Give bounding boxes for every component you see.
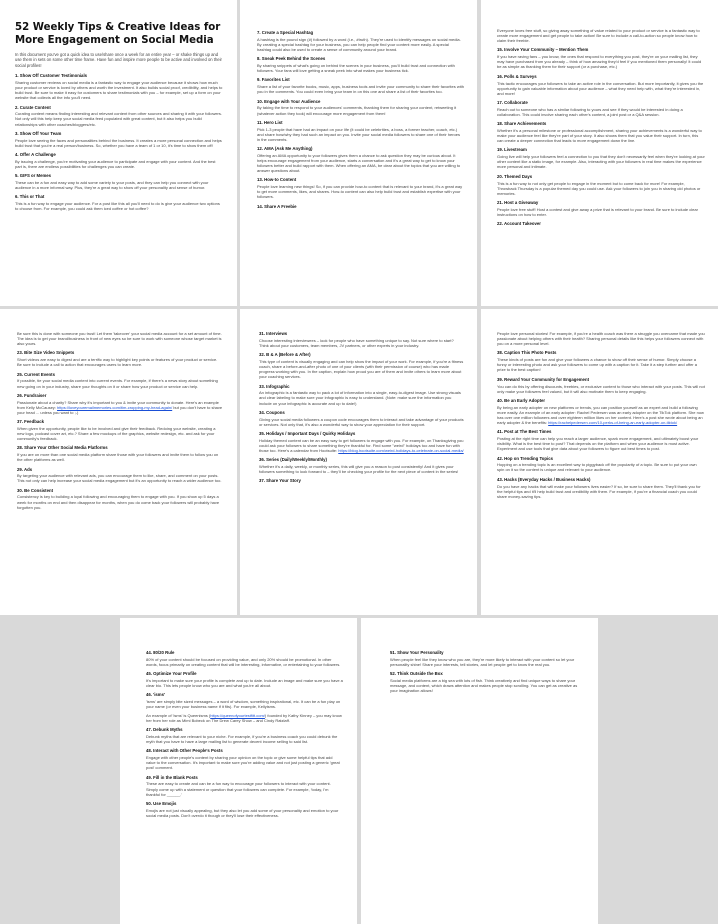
tip-body xyxy=(257,184,464,199)
tip-body xyxy=(17,331,223,346)
tip-section xyxy=(497,350,705,372)
tip-heading: 44. 80/20 Rule xyxy=(146,650,175,655)
tip-body-text: Holiday themed content can be an easy way to get followers to engage with you. For example, on Thanksgiving you could ask your followers to share something they're thankful for. Find some "weird" holidays too and have fun with those too. Here's a calendar from Hootsuite: xyxy=(259,437,464,453)
tip-body-text: By sharing snippets of what's going on behind the scenes in your business, you'll build trust and connection with followers. Your fans will love getting a sneak peek into what makes your business tick. xyxy=(257,63,455,74)
page-6-sections xyxy=(497,331,705,499)
tip-body-text: Choose interesting interviewees – look for people who have something unique to say. Not sure where to start? Think about your customers, team members, JV partners, or other experts in your industry. xyxy=(259,337,454,348)
tip-section xyxy=(497,200,705,217)
tip-section xyxy=(17,467,223,484)
tip-section xyxy=(497,377,705,394)
tip-section xyxy=(497,477,705,499)
tip-body xyxy=(257,127,464,142)
tip-body xyxy=(146,699,343,709)
tip-heading: 10. Engage with Your Audience xyxy=(257,98,321,104)
tip-body-text: Hopping on a trending topic is an excellent way to piggyback off the popularity of a topic. Be sure to put your own spin on it so the content is unique and relevant to your audience. xyxy=(497,462,697,473)
page-3 xyxy=(481,0,718,306)
tip-body xyxy=(390,657,584,667)
tip-heading: 3. Show Off Your Team xyxy=(15,130,62,136)
tip-heading: 38. Caption This Photo Posts xyxy=(497,350,557,356)
tip-section xyxy=(259,431,464,453)
tip-body-text: Share a list of your favorite books, music, apps, business tools and invite your community to share their favorites with you in the comments. You could even bring your team in on this one and share a list of their favorites too. xyxy=(257,84,464,95)
tip-body xyxy=(17,378,223,388)
tip-body xyxy=(17,426,223,441)
tip-section xyxy=(17,419,223,441)
tip-body xyxy=(17,452,223,462)
tip-link[interactable]: https://queenofyourtestfitt.com/ xyxy=(210,712,265,718)
tip-section xyxy=(259,457,464,474)
tip-link[interactable]: https://blog.hootsuite.com/weird-holidays-to-celebrate-on-social-media/ xyxy=(338,447,464,453)
tip-body-text: People love free stuff! Host a contest and give away a prize that is relevant to your brand. Be sure to include clear instructions on how to enter. xyxy=(497,206,698,217)
tip-body xyxy=(146,734,343,744)
tip-heading: 17. Collaborate xyxy=(497,100,528,105)
tip-body xyxy=(15,80,223,100)
document-title: 52 Weekly Tips & Creative Ideas for More Engagement on Social Media xyxy=(15,22,221,46)
tip-heading: 13. How-to Content xyxy=(257,177,297,183)
tip-body-text: When given the opportunity, people like to be involved and give their feedback. Redoing your website, creating a new logo, podcast cover art, etc.? Share a few mockups of the graphics, website redesign, etc. and ask for your community's feedback. xyxy=(17,425,216,442)
tip-heading: 21. Host a Giveaway xyxy=(497,199,539,205)
tip-body-text: Debunk myths that are relevant to your niche. For example, if you're a business coach you could debunk the myth that you have to have a large mailing list to generate decent income selling to said list. xyxy=(146,734,338,745)
tip-heading: 52. Think Outside the Box xyxy=(390,671,443,677)
tip-section xyxy=(497,147,705,169)
tip-section xyxy=(257,146,464,173)
tip-link[interactable]: https://rachelpedersen.com/10-perks-of-being-an-early-adopter-on-tiktok/ xyxy=(548,419,678,425)
tip-section xyxy=(390,650,584,667)
tip-heading: 43. Hacks (Everyday Hacks / Business Hacks) xyxy=(497,476,591,482)
tip-section xyxy=(146,748,343,770)
tip-body-text: This type of content is visually engaging and can help show the impact of your work. For example, if you're a fitness coach, share a before-and-after photo of one of your clients (with their permission of course) who has made progress working with you. In the caption, explain how proud you are of them and invite others to learn more about your coaching services. xyxy=(259,358,464,380)
page-6 xyxy=(481,309,718,615)
tip-body-text: A hashtag is the pound sign (#) followed by a word (i.e., #truth). They're used to identify messages on social media. By creating a special hashtag for your business, you can help people find your content more easily. A special hashtag could also be used to create a sense of community around your brand. xyxy=(257,36,461,52)
tip-heading: 18. Share Achievements xyxy=(497,121,547,127)
tip-body-text: It's important to make sure your profile is complete and up to date. Include an image and make sure you have a clear bio. This lets people know who you are and what you're all about. xyxy=(146,677,343,689)
tip-heading: 46. 'isms' xyxy=(146,692,166,698)
tip-body xyxy=(15,111,223,126)
tip-body xyxy=(497,181,705,196)
tip-body-text: Curating content means finding interesting and relevant content from other sources and sharing it with your followers. Not only will this help keep your social media feed populated with great content, but it also helps you build relationships with other coaches/bloggers/etc. xyxy=(15,111,222,127)
tip-section xyxy=(497,429,705,451)
tip-body-text: This tactic encourages your followers to take an active role in the conversation. But more importantly, it gives you the opportunity to gain valuable information about your audience – what they need help with, what they're interested in, and more! xyxy=(497,80,704,96)
tip-heading: 19. Livestream xyxy=(497,147,527,153)
tip-heading: 32. B & A (Before & After) xyxy=(259,352,311,358)
tip-body-text: If you have raving fans – you know, the ones that respond to everything you post, they're on your mailing list, they may have purchased from you already – think of how amazing they'd feel if you mentioned them personally! It could be as simple as thanking them for their support (or a purchase, etc.) xyxy=(497,54,702,70)
tip-body-after: but you don't have to shave your head ... unless you want to ;-) xyxy=(17,404,223,415)
tip-body xyxy=(259,338,464,348)
tip-body-text: People love learning new things! So, if you can provide how-to content that is relevant to your brand, it's a great way to get more comments, likes, and shares. How-to content can also help build trust and establish expertise with your followers. xyxy=(257,184,463,200)
tip-body-text: An infographic is a fantastic way to pack a lot of information into a single, easy-to-digest image. Use strong visuals and clear labeling to make sure your infographic is easy to understand. (Note: make sure the information you include on your infographic is accurate and up to date!) xyxy=(259,390,461,406)
tip-heading: 14. Share A Freebie xyxy=(257,203,297,209)
tip-heading: 45. Optimize Your Profile xyxy=(146,671,197,677)
tip-heading: 28. Share Your Other Social Media Platforms xyxy=(17,445,108,451)
tip-body-text: This is a fun way to not only get people to engage in the moment but to come back for more! For example, Throwback Thursday is a popular themed day you could use. Ask your followers to join you in sharing old photos or memories. xyxy=(497,180,701,196)
tip-body-text: By taking the time to respond to your audiences' comments, thanking them for sharing your content, retweeting it (whatever action they took) will encourage more engagement from them! xyxy=(257,105,457,116)
tip-body xyxy=(146,657,343,667)
page-7 xyxy=(120,618,357,924)
tip-section xyxy=(17,488,223,510)
tip-heading: 11. Hero List xyxy=(257,119,283,125)
tip-body-text: Giving your social media followers a coupon code encourages them to interact and take advantage of your products or services. Not only that, it's also a wonderful way to show your appreciation for their support. xyxy=(259,416,464,427)
tip-heading: 25. Current Events xyxy=(17,371,55,377)
tip-heading: 51. Show Your Personality xyxy=(390,650,444,655)
tip-body-text: Emojis are not just visually appealing, but they also let you add some of your personality and emotion to your social media posts. Don't overdo it though or they'll lose their effectiveness. xyxy=(146,807,339,818)
tip-body xyxy=(257,153,464,173)
tip-body xyxy=(146,755,343,770)
tip-heading: 16. Polls & Surveys xyxy=(497,73,537,79)
tip-body-text: 80% of your content should be focused on providing value, and only 20% should be promotional. In other words, focus primarily on creating content that will be interesting, informative, or entertaining to your followers. xyxy=(146,656,341,667)
tip-heading: 39. Reward Your Community for Engagement xyxy=(497,376,590,382)
page-2-sections xyxy=(257,30,464,209)
tip-section xyxy=(15,131,223,148)
page-5 xyxy=(240,309,477,615)
tip-body-text: Engage with other people's content by sharing your opinion on the topic or give some helpful tips that add value to the conversation. It's important to make sure you're adding value and not just posting a generic 'great post' comment. xyxy=(146,755,340,771)
tip-section xyxy=(15,173,223,190)
tip-heading: 22. Account Takeover xyxy=(497,221,541,227)
page-8-sections xyxy=(390,650,584,693)
tip-section xyxy=(259,352,464,379)
tip-body xyxy=(259,359,464,379)
tip-section xyxy=(17,372,223,389)
tip-body xyxy=(15,159,223,169)
tip-section xyxy=(390,671,584,693)
tip-section xyxy=(15,73,223,100)
tip-body-text: 'isms' are simply bite sized messages – a word of wisdom, something inspirational, etc. It can be a fun play on your name (or even your business name if it fits). For example, Kellyisms. xyxy=(146,699,341,710)
tip-body xyxy=(259,438,464,453)
tip-heading: 47. Debunk Myths xyxy=(146,727,183,733)
page-5-sections xyxy=(259,331,464,484)
tip-body xyxy=(497,462,705,472)
tip-heading: 35. Holidays / Important Days / Quirky Holidays xyxy=(259,430,356,436)
tip-body-text: By being an early adopter on new platforms or trends, you can position yourself as an expert and build a following more easily. An example of an early adopter: Rachel Pedersen was an early adopter on the TikTok platform. She now has over one million followers and over eighteen million likes on her content. Here's a post she wrote about being an early adopter & the benefits: xyxy=(497,404,704,425)
tip-heading: 1. Show Off Customer Testimonials xyxy=(15,73,88,79)
tip-body-text: If you are on more than one social media platform share those with your followers and invite them to follow you on the other platforms as well. xyxy=(17,452,219,463)
tip-body-text: Whether it's a daily, weekly, or monthly series, this will give you a reason to post consistently! And it gives your followers something to look forward to – they'll be checking your profile for the next piece of content in the series! xyxy=(259,464,459,475)
tip-section xyxy=(146,727,343,744)
tip-body xyxy=(259,464,464,474)
tip-body-text: This is a fun way to engage your audience. For a post like this all you'll need to do is give your audience two options to choose from. For example, you could ask them iced coffee or hot coffee? xyxy=(15,201,220,212)
tip-body xyxy=(497,331,705,346)
tip-heading: 23. Bite Size Video Snippets xyxy=(17,350,75,356)
tip-section xyxy=(17,331,223,346)
tip-body-text: People love seeing the faces and personalities behind the business. It creates a more personal connection and helps build trust that you're a real person/business. So, whether you have a team of 1 or 10, it's time to show them off! xyxy=(15,137,222,148)
tip-body xyxy=(259,417,464,427)
tip-section xyxy=(497,100,705,117)
tip-body-text: Passionate about a charity? Share why it's important to you & invite your community to donate. Here's an example from Kelly McCausey: xyxy=(17,399,219,410)
tip-section xyxy=(259,478,464,483)
page-3-sections xyxy=(497,28,705,226)
tip-body-text: Offering an AMA opportunity to your followers gives them a chance to ask question they may be curious about. It helps encourage engagement from your audience, starts a conversation and it's a great way to get to know your followers better and build rapport with them. When offering an AMA, be clear about the topics that you are willing to answer questions about. xyxy=(257,152,461,174)
tip-section xyxy=(146,671,343,688)
tip-heading: 37. Feedback xyxy=(17,419,44,425)
tip-body xyxy=(257,37,464,52)
tip-body xyxy=(497,436,705,451)
tip-body xyxy=(390,678,584,693)
tip-section xyxy=(257,30,464,52)
tip-heading: 8. Sneak Peek Behind the Scenes xyxy=(257,56,326,62)
tip-section xyxy=(497,74,705,96)
tip-body xyxy=(15,201,223,211)
tip-body-text: Posting at the right time can help you reach a larger audience, spark more engagement, and ultimately boost your visibility. What is the best time to post? That depends on the platform and when your audience is most active. Experiment and use tools that give data about your followers to figure out best times to post. xyxy=(497,436,699,452)
tip-heading: 15. Involve Your Community – Mention Them xyxy=(497,47,589,53)
tip-section xyxy=(17,445,223,462)
tip-body-text: Consistency is key to building a loyal following and encouraging them to engage with you. If you show up 5 days a week for months on end and then disappear for months, when you do come back your followers will probably have forgotten you. xyxy=(17,494,220,510)
tip-body xyxy=(257,63,464,73)
tip-heading: 34. Coupons xyxy=(259,409,285,415)
tip-heading: 29. Ads xyxy=(17,466,33,472)
page-8 xyxy=(361,618,598,924)
tip-heading: 31. Interviews xyxy=(259,331,288,336)
tip-heading: 6. This or That xyxy=(15,194,45,200)
tip-heading: 42. Hop on Trending Topics xyxy=(497,455,554,461)
tip-body xyxy=(17,494,223,509)
tip-heading: 20. Themed Days xyxy=(497,173,533,179)
tip-heading: 48. Interact with Other People's Posts xyxy=(146,748,223,754)
tip-body xyxy=(146,808,343,818)
tip-body-text: Do you have any hacks that will make your followers lives easier? If so, be sure to share them. They'll thank you for the helpful tips and it'll help build trust and credibility with them. For example, if you're a financial coach you could share money-saving tips. xyxy=(497,483,701,499)
tip-heading: 40. Be an Early Adopter xyxy=(497,397,546,403)
tip-heading: 7. Create a Special Hashtag xyxy=(257,30,314,35)
tip-heading: 26. Fundraiser xyxy=(17,392,47,398)
tip-section xyxy=(497,174,705,196)
tip-body-text: These kinds of posts are fun and give your followers a chance to show off their sense of humor. Simply choose a funny or interesting photo and ask your followers to come up with a caption for it. Take it a step further and offer a prize to the best caption! xyxy=(497,357,697,373)
tip-section xyxy=(259,331,464,348)
tip-heading: 41. Post at The Best Times xyxy=(497,429,552,435)
tip-section xyxy=(497,121,705,143)
tip-body xyxy=(17,400,223,415)
tip-body-text: Whether it's a personal milestone or professional accomplishment, sharing your achievements is a wonderful way to make your audience feel like they're part of your story. It also shows them that you value their support. In turn, this can create a deeper connection that leads to more engagement down the line. xyxy=(497,127,702,144)
tip-body-text: Short videos are easy to digest and are a terrific way to highlight key points or features of your product or service. Be sure to include a call to action that encourages users to learn more. xyxy=(17,357,218,368)
tip-body xyxy=(497,484,705,499)
tip-section xyxy=(146,801,343,818)
tip-section xyxy=(15,194,223,211)
tip-heading: 49. Fill in the Blank Posts xyxy=(146,774,198,780)
tip-body-text: These are easy to create and can be a fun way to encourage your followers to interact with your content. Simply come up with a statement or question that your followers can complete. For example, 'today, I'm thankful for ______.' xyxy=(146,781,331,797)
tip-section xyxy=(497,47,705,69)
tip-body-text: Social media platforms are a big sea with lots of fish. Think creatively and find unique ways to share your message, and content, which draws attention and makes people stop scrolling. You can get as creative as your imagination allows! xyxy=(390,677,578,694)
tip-section xyxy=(146,650,343,667)
tip-body xyxy=(17,357,223,367)
tip-body xyxy=(497,54,705,69)
tip-heading: 33. Infographic xyxy=(259,383,290,389)
tip-body xyxy=(146,781,343,796)
tip-body xyxy=(497,207,705,217)
tip-body-text: You can do this by offering discounts, freebies, or exclusive content to those who interact with your posts. This will not only make your followers feel valued, but it will also motivate them to keep engaging. xyxy=(497,383,705,394)
tip-body xyxy=(15,180,223,190)
tip-body-text: Everyone loves free stuff, so giving away something of value related to your product or service is a fantastic way to create more engagement and get people to take action! Be sure to include a call-to-action so people know how to claim their freebie. xyxy=(497,28,700,44)
tip-section xyxy=(497,221,705,226)
tip-body-text: By targeting your audience with relevant ads, you can encourage them to like, share, and comment on your posts. This not only can help increase your social media engagement but it's an opportunity to reach a wider audience too. xyxy=(17,473,222,484)
page-4 xyxy=(0,309,237,615)
tip-body-text: By issuing a challenge, you're motivating your audience to participate and engage with your content. And the best part is, there are endless possibilities for challenges you can create. xyxy=(15,158,216,169)
tip-section xyxy=(17,350,223,367)
tip-heading: 50. Use Emojis xyxy=(146,800,177,806)
tip-body xyxy=(497,384,705,394)
tip-heading: 9. Favorites List xyxy=(257,77,290,83)
tip-heading: 5. GIFS or Memes xyxy=(15,173,52,179)
tip-body xyxy=(497,107,705,117)
tip-body-after: ) founded by Kathy Kinney – you may know her from her role as Mimi Bobeck on The Drew Carey Show – and Cindy Ratzlaff. xyxy=(146,712,342,723)
tip-section xyxy=(257,56,464,73)
tip-body xyxy=(497,28,705,43)
tip-section xyxy=(257,204,464,209)
tip-body xyxy=(497,357,705,372)
page-2 xyxy=(240,0,477,306)
tip-body-text: Pick 1-3 people that have had an impact on your life (it could be celebrities, a boss, a former teacher, coach, etc.) and share how/why they had such an impact on you. Invite your social media followers to share one of their heroes in the comments. xyxy=(257,126,461,142)
tip-section xyxy=(17,393,223,415)
tip-body-text: People love personal stories! For example, if you're a health coach was there a struggle you overcame that made you passionate about helping others with their health? Sharing personal details like this helps your followers connect with you on a more personal level. xyxy=(497,331,705,347)
tip-heading: 36. Series (Daily/Weekly/Monthly) xyxy=(259,457,327,463)
tip-body-text: Sharing customer reviews on social media is a fantastic way to engage your audience because it shows how much your product or service is loved by others and worth the investment. It also builds social proof, credibility, and helps to build trust. Be sure to make it easy for customers to share testimonials with you – for example, set up a form on your website that collects all the info you'll need. xyxy=(15,80,223,101)
tip-section xyxy=(15,105,223,127)
tip-body xyxy=(497,81,705,96)
tip-heading: 12. AMA (Ask Me Anything) xyxy=(257,146,313,152)
tip-heading: 37. Share Your Story xyxy=(259,478,301,484)
tip-section xyxy=(15,152,223,169)
tip-body-text: Reach out to someone who has a similar following to yours and see if they would be interested in doing a collaboration. This could involve sharing each other's content, a joint post or a Q&A session. xyxy=(497,106,683,117)
tip-section xyxy=(259,384,464,406)
tip-link[interactable]: https://loveyouremailmemories.com/tim-cropping-my-head-again/ xyxy=(57,404,173,410)
tip-body-extra xyxy=(146,713,343,723)
tip-body xyxy=(146,678,343,688)
page-1-sections xyxy=(15,73,223,211)
tip-body-text: When people feel like they know who you are, they're more likely to interact with your content so let your personality shine! Share your interests, tell stories, and let people get to know the real you. xyxy=(390,656,575,667)
tip-section xyxy=(146,775,343,797)
tip-body-text: Going live will help your followers feel a connection to you that they don't necessarily feel when they're looking at your other content like a static image, for example. Also, interacting with your followers in real time makes the experience more personal and intimate. xyxy=(497,154,705,170)
tip-section xyxy=(497,456,705,473)
tip-section xyxy=(257,177,464,199)
tip-body xyxy=(497,128,705,143)
tip-section xyxy=(259,410,464,427)
tip-section xyxy=(497,398,705,425)
tip-body xyxy=(497,405,705,425)
tip-body xyxy=(259,390,464,405)
page-7-sections xyxy=(146,650,343,818)
tip-body-text: Be sure this is done with someone you trust! Let them 'takeover' your social media account for a set amount of time. The idea is to get your brand/business in front of new eyes so be sure to work with someone whose target market is also yours. xyxy=(17,331,222,347)
page-4-sections xyxy=(17,331,223,510)
document-intro: In this document you've got a quick idea to use/share once a week for an entire year – or shake things up and use them in sets on some other time frame. Have fun and inspire more people to be active and involved on their social profiles! xyxy=(15,52,222,68)
tip-body xyxy=(15,138,223,148)
tip-body-text: If possible, tie your social media content into current events. For example, if there's a news story about something new going on in your industry, share your thoughts on it or share how your product or service can help. xyxy=(17,378,218,389)
tip-heading: 30. Be Consistent xyxy=(17,487,54,493)
tip-section xyxy=(257,120,464,142)
tip-body xyxy=(257,84,464,94)
tip-body-extra-text: An example of 'isms' is Queenisms ( xyxy=(146,712,211,718)
tip-section xyxy=(497,28,705,43)
tip-section xyxy=(257,77,464,94)
tip-section xyxy=(497,331,705,346)
page-1 xyxy=(0,0,237,306)
tip-section xyxy=(146,692,343,723)
tip-body xyxy=(257,105,464,115)
tip-heading: 2. Curate Content xyxy=(15,104,51,110)
tip-body xyxy=(17,473,223,483)
tip-body-text: These can be a fun and easy way to add some variety to your posts, and they can help you connect with your audience in a more informal way. Plus, they're a great way to show off your personality and sense of humor. xyxy=(15,179,209,191)
tip-body xyxy=(497,154,705,169)
tip-section xyxy=(257,99,464,116)
tip-heading: 4. Offer A Challenge xyxy=(15,152,56,158)
